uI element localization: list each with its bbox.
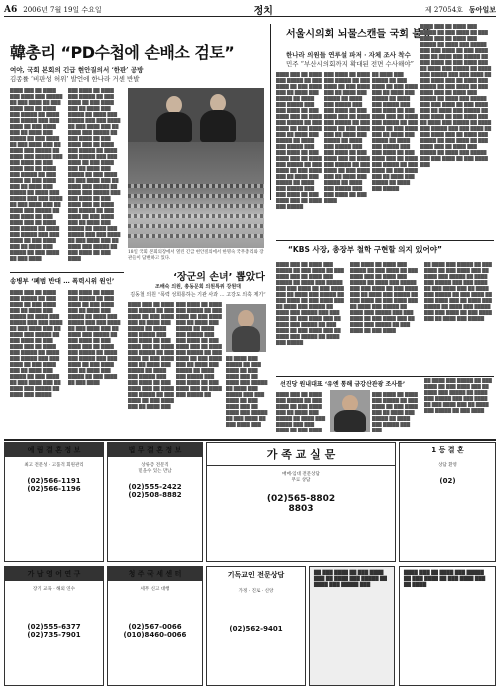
kbs-column-3: ██ ████ ███ █████ ██ ███ ████ ██ ███ ████ ███ ██ ████ ███ █████ ██ ████ ███ █████ ███ ███ ████ ██ ███ ████ ███ ██ ████ ███ █████ ██ ███ ████ ██ ███ ████ ███ ██ ████ ███ █████ ██ ████ ███ █████ ███ ███ ████ ██ ███ ████ ███ ██ ████ ███ █████	[424, 262, 492, 321]
ad-yerim[interactable]: 예 림 결 혼 정 보 최고 전문성 · 고품격 회원관리 (02)566-1191 (02)566-1196	[4, 442, 104, 562]
divider-interview	[276, 376, 494, 377]
interview-headline: 선진당 원내대표 ‘유엔 통해 금강산관광 조사를’	[280, 381, 406, 388]
mid-headline: ‘장군의 손녀’ 뽑았다	[173, 272, 265, 283]
photo-portrait-woman	[226, 304, 266, 352]
ad-english[interactable]: 가 남 영 어 연 구 장기 교육 · 해외 연수 (02)555-6377 (02)735-7901	[4, 566, 104, 686]
article-column-2: ███ ████ ██ ████ ███ █████ ██ ███ ████ ██ ███ ████ ███ ██ ████ ███ █████ ██ ████ ███ █████ ███ ███ ████ ██ ███ ████ ███ ██ ████ ███ █████ ██ ███ ████ ██ ███ ████ ███ ██ ████ ███ █████ ██ ████ ███ █████ ███ ███ ████ ██ ███ ████ ███ ██ ████ ███ █████ ██ ███ ████ ██ ███ ████ ███ ██ ████ ███ █████ ██ ████ ███ █████ ███ ███ ████ ██ ███ ████ ███ ██ ████ ███ █████ ██ ███ ████ ██ ███ ████ ███ ██ ████ ███ █████ ██ ████ ███ █████ ███ ███ ████ ██ ███ ████ ███ ██ ████ ███ █████ ██ ███ ████ ██ ███ ████	[68, 88, 121, 261]
classified-ads	[4, 442, 496, 687]
right-column-1: ████ ███ ██ ████ ███ █████ ██ ███ ████ ██ ███ ████ ███ ██ ████ ███ █████ ██ ████ ███ █████ ███ ███ ████ ██ ███ ████ ███ ██ ████ ███ █████ ██ ███ ████ ██ ███ ████ ███ ██ ████ ███ █████ ██ ████ ███ █████ ███ ███ ████ ██ ███ ████ ███ ██ ████ ███ █████ ██ ███ ████ ██ ███ ████ ███ ██ ████ ███ █████ ██ ████ ███ █████ ███ ███ ████ ██ ███ ████ ███ ██ ████ ███ █████	[276, 72, 322, 209]
photo-officials	[128, 88, 264, 142]
ad-gajok[interactable]: 가 족 교 실 문 매매·임대 전문상담 무료 상담 (02)565-8802 8803	[206, 442, 396, 562]
main-headline: 韓총리 “PD수첩에 손배소 검토”	[10, 43, 235, 62]
ad-ildeung[interactable]: 1 등 결 혼 상담 환영 (02)	[399, 442, 496, 562]
ad-beopmu[interactable]: 법 무 결 혼 정 보 상류층 전문직 믿을수 있는 만남 (02)555-2422 (02)508-8882	[107, 442, 203, 562]
ad-tax[interactable]: 청 주 국 세 센 터 세무 신고 대행 (02)567-0066 (010)8460-0066	[107, 566, 203, 686]
ad-block-right: ████ ███ ██ ████ ███ █████ ██ ███ ████ ██ ███ ████ ███ ██ ████	[399, 566, 496, 686]
article-column-1: ████ ███ ██ ████ ███ ████ ███ █████ ██ ███ ████ ██ ███ ████ ███ ██ ████ ███ █████ ██ ████ ███ █████ ███ ███ ████ ██ ███ ████ ███ ██ ████ ███ █████ ██ ███ ████ ██ ███ ████ ███ ██ ████ ███ █████ ██ ████ ███ █████ ███ ███ ████ ██ ███ ████ ███ ██ ████ ███ █████ ██ ███ ████ ██ ███ ████ ███ ██ ████ ███ █████ ██ ████ ███ █████ ███ ███ ████ ██ ███ ████ ███ ██ ████ ███ █████ ██ ███ ████ ██ ███ ████ ███ ██ ████ ███ █████ ██ ████ ███ █████ ███ ███ ████ ██ ███ ████ ███ ██ ████ ███ █████ ██ ███ ████ ██ ███ ████	[10, 88, 63, 261]
main-subhead-1: 여야, 국회 본회의 긴급 현안질의서 ‘한판’ 공방	[10, 66, 144, 74]
right-subhead-1: 한나라 의원들 연루설 파저 · 자체 조사 착수	[286, 51, 411, 59]
mid-subhead-2: 김동철 의원 “폭력 성희롱하는 기관 사과 … 고강도 의혹 제기”	[130, 292, 266, 298]
ad-christian[interactable]: 기독교인 전문상담 가정 · 진로 · 신앙 (02)562-9401	[206, 566, 306, 686]
masthead	[4, 3, 496, 17]
interview-column-1: ████ ███ ██ ████ ███ █████ ██ ███ ████ ██ ███ ████ ███ ██ ████ ███ █████ ██ ████ ███ █████ ███ ███ ████ ██ ███ ████	[276, 392, 326, 432]
mid-subhead-1: 조배숙 의원, 총동문회 의원특위 강원대	[155, 284, 241, 290]
photo-caption: 18일 국회 본회의장에서 열린 긴급 현안질의에서 한명숙 국무총리와 장관들이 답변하고 있다.	[128, 250, 264, 261]
page-number: A6	[4, 4, 18, 15]
interview-column-2: ███ ████ ██ ████ ███ █████ ██ ███ ████ ██ ███ ████ ███ ██ ████ ███ █████ ██ ████ ███ █████ ███ ███	[372, 392, 418, 432]
right-headline: 서울시의회 뇌물스캔들 국회 불똥	[286, 29, 432, 40]
main-subhead-2: 김종률 ‘비판성 허위’ 발언에 한나라 거센 반발	[10, 75, 140, 83]
kbs-column-2: ███ ████ ██ ████ ███ █████ ██ ███ ████ ██ ███ ████ ███ ██ ████ ███ █████ ██ ████ ███ █████ ███ ███ ████ ██ ███ ████ ███ ██ ████ ███ █████ ██ ███ ████ ██ ███ ████ ███ ██ ████ ███ █████ ██ ████ ███ █████ ███ ███ ████ ██ ███ ████ ███ ██ ████ ███ █████ ██ ███ ████ ██ ███ ████	[350, 262, 418, 333]
mid-column-3: ██ ████ ███ █████ ██ ███ ████ ██ ███ ████ ███ ██ ████ ███ █████ ██ ████ ███ █████ ███ ███ ████ ██ ███ ████ ███ ██ ████ ███ █████ ██ ███ ████ ██ ███ ████ ███	[226, 356, 268, 427]
mid-column-1: ████ ███ ██ ████ ███ █████ ██ ███ ████ ██ ███ ████ ███ ██ ████ ███ █████ ██ ████ ███ █████ ███ ███ ████ ██ ███ ████ ███ ██ ████ ███ █████ ██ ███ ████ ██ ███ ████ ███ ██ ████ ███ █████ ██ ████ ███ █████ ███ ███ ████ ██ ███ ████ ███ ██ ████ ███ █████ ██ ███ ████ ██ ███ ████ ███ ██ ████ ███	[128, 302, 174, 409]
photo-parliament-hall	[128, 142, 264, 248]
section-title: 정치	[253, 6, 273, 17]
photo-interviewee	[330, 390, 370, 432]
ad-section-divider	[4, 439, 496, 441]
left-small-column-1: ████ ███ ██ ████ ███ █████ ██ ███ ████ ██ ███ ████ ███ ██ ████ ███ █████ ██ ████ ███ █████ ███ ███ ████ ██ ███ ████ ███ ██ ████ ███ █████ ██ ███ ████ ██ ███ ████ ███ ██ ████ ███ █████ ██ ████ ███ █████ ███ ███ ████ ██ ███ ████ ███ ██ ████ ███ █████ ██ ███ ████ ██ ███ ████ ███ ██ ████ ███ █████ ██ ████ ███ █████	[10, 290, 63, 397]
issue-number: 제 27054호	[424, 5, 463, 14]
right-column-3: ██ ████ ███ █████ ██ ███ ████ ██ ███ ████ ███ ██ ████ ███ █████ ██ ████ ███ █████ ███ ███ ████ ██ ███ ████ ███ ██ ████ ███ █████ ██ ███ ████ ██ ███ ████ ███ ██ ████ ███ █████ ██ ████ ███ █████ ███ ███ ████ ██ ███ ████ ███ ██ ████ ███ █████ ██ ███ ████ ██ ███ ████ ███ ██ ████ ███ █████ ██ ████ ███ █████	[372, 72, 418, 191]
kbs-column-1: ████ ███ ██ ████ ███ █████ ██ ███ ████ ██ ███ ████ ███ ██ ████ ███ █████ ██ ████ ███ █████ ███ ███ ████ ██ ███ ████ ███ ██ ████ ███ █████ ██ ███ ████ ██ ███ ████ ███ ██ ████ ███ █████ ██ ████ ███ █████ ███ ███ ████ ██ ███ ████ ███ ██ ████ ███ █████ ██ ███ ████ ██ ███ ████ ███ ██ ████ ███ █████ ██ ████ ███ █████	[276, 262, 344, 345]
divider-left-small	[10, 272, 124, 273]
interview-column-3: ██ ████ ███ █████ ██ ███ ████ ██ ███ ████ ███ ██ ████ ███ █████ ██ ████ ███ █████ ███ ███ ████ ██ ███ ████ ███ ██ ████ ███ █████ ██ ███ ████	[424, 378, 492, 413]
mid-column-2: ███ ████ ██ ████ ███ █████ ██ ███ ████ ██ ███ ████ ███ ██ ████ ███ █████ ██ ████ ███ █████ ███ ███ ████ ██ ███ ████ ███ ██ ████ ███ █████ ██ ███ ████ ██ ███ ████ ███ ██ ████ ███ █████ ██ ████ ███ █████ ███ ███ ████ ██ ███ ████ ███ ██ ████ ███ █████ ██	[176, 302, 222, 397]
ad-block-grid: ██ ███ ████ ██ ███ ████ ███ ██ ████ ███ █████ ██ ████ ███ █████ ███	[309, 566, 395, 686]
divider-kbs	[276, 240, 494, 241]
left-small-column-2: ███ ████ ██ ████ ███ █████ ██ ███ ████ ██ ███ ████ ███ ██ ████ ███ █████ ██ ████ ███ █████ ███ ███ ████ ██ ███ ████ ███ ██ ████ ███ █████ ██ ███ ████ ██ ███ ████ ███ ██ ████ ███ █████ ██ ████ ███ █████ ███ ███ ████ ██ ███ ████ ███ ██ ████ ███ █████ ██ ███ ████ ██ ███ ████	[68, 290, 121, 385]
right-column-4: ████ ███ ██ ████ ███ █████ ██ ███ ████ ██ ███ ████ ███ ██ ████ ███ █████ ██ ████ ███ █████ ███ ███ ████ ██ ███ ████ ███ ██ ████ ███ █████ ██ ███ ████ ██ ███ ████ ███ ██ ████ ███ █████ ██ ████ ███ █████ ███ ███ ████ ██ ███ ████ ███ ██ ████ ███ █████ ██ ███ ████ ██ ███ ████ ███ ██ ████ ███ █████ ██ ████ ███ █████ ███ ███ ████ ██ ███ ████ ███ ██ ████ ███ █████ ██ ███ ████ ██ ███ ████ ███ ██ ████ ███ █████ ██ ████ ███ █████ ███ ███ ████ ██ ███ ████ ███ ██ ████ ███ █████ ██ ███ ████ ██ ███ ████ ███ ██ ████ ███ █████ ██ ████ ███ █████ ███ ███ ████ ██ ███ ████ ███	[420, 24, 492, 167]
kbs-headline: “KBS 사장, 총장부 철학 구현할 의지 있어야”	[288, 245, 442, 254]
right-subhead-2: 민주 “부산시의회까지 확대된 전면 수사해야”	[286, 60, 414, 68]
paper-name: 동아일보	[468, 4, 496, 14]
left-small-headline: 송병부 ‘폐범 반대 … 폭력시위 원인’	[10, 277, 115, 285]
right-column-2: ███ ████ ██ ████ ███ █████ ██ ███ ████ ██ ███ ████ ███ ██ ████ ███ █████ ██ ████ ███ █████ ███ ███ ████ ██ ███ ████ ███ ██ ████ ███ █████ ██ ███ ████ ██ ███ ████ ███ ██ ████ ███ █████ ██ ████ ███ █████ ███ ███ ████ ██ ███ ████ ███ ██ ████ ███ █████ ██ ███ ████ ██ ███ ████ ███ ██ ████ ███ █████ ██ ████ ███ █████ ███ ███ ████ ██ ███ ████	[324, 72, 370, 203]
column-divider	[270, 24, 271, 200]
issue-date: 2006년 7월 19일 수요일	[23, 5, 102, 14]
